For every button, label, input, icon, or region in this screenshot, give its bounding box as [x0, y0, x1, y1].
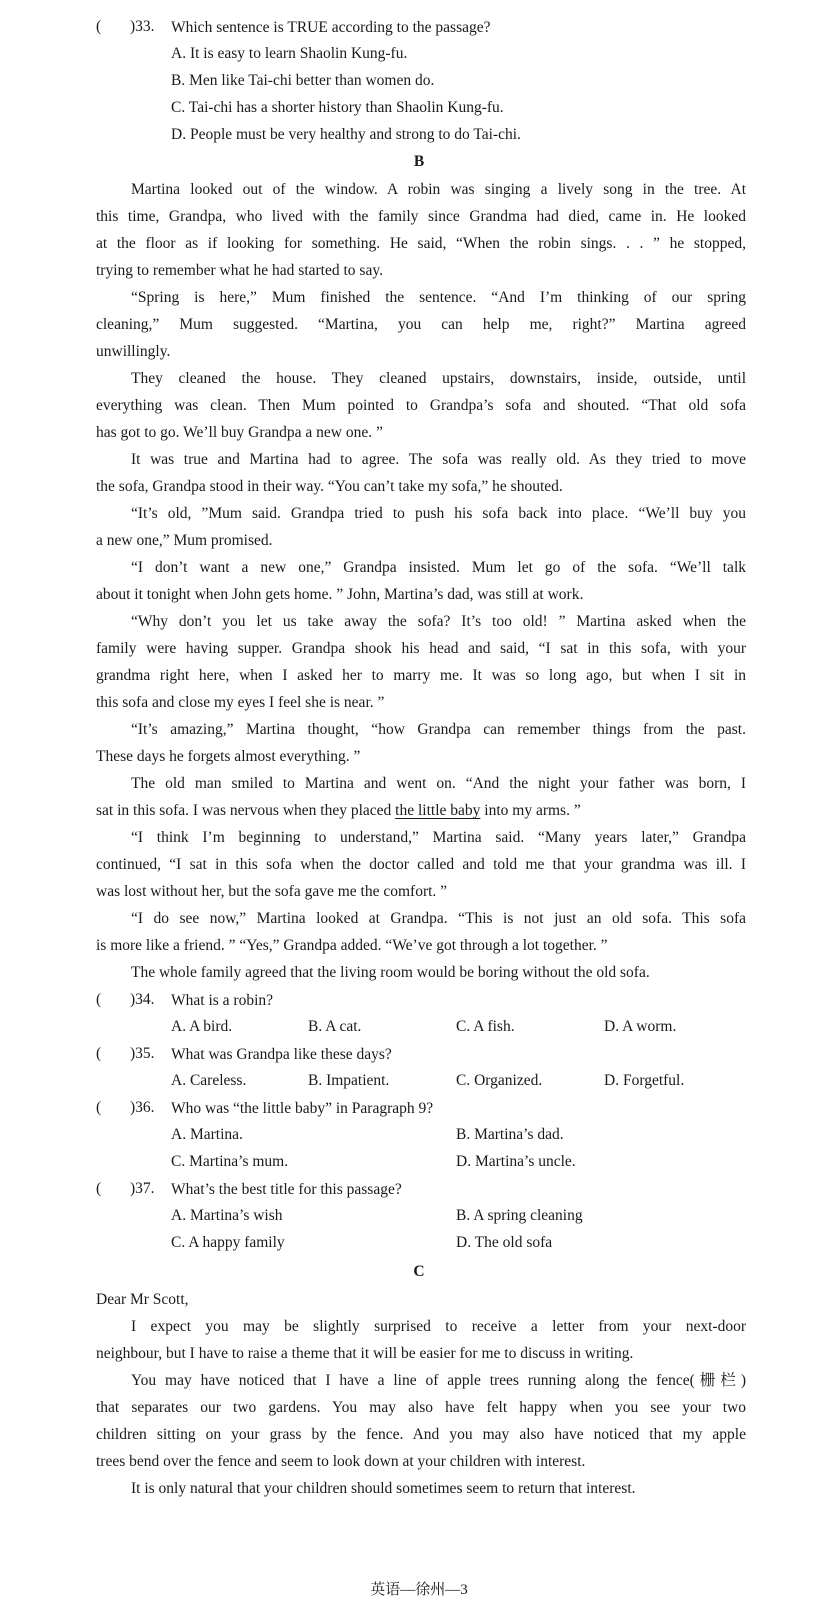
- passage-b-line-28: “I do see now,” Martina looked at Grandpa. “This is not just an old sofa. This sofa: [131, 910, 746, 927]
- passage-b-line-17: “Why don’t you let us take away the sofa? It’s too old! ” Martina asked when the: [131, 613, 746, 630]
- passage-b-line-22: These days he forgets almost everything. ”: [96, 748, 361, 765]
- passage-b-line-5: “Spring is here,” Mum finished the sentence. “And I’m thinking of our spring: [131, 289, 746, 306]
- question-37-option-c: C. A happy family: [171, 1234, 285, 1251]
- answer-bracket-open: (: [96, 1180, 102, 1197]
- question-33-option-c: C. Tai-chi has a shorter history than Shaolin Kung-fu.: [171, 99, 504, 116]
- passage-b-line-11: It was true and Martina had to agree. The sofa was really old. As they tried to move: [131, 451, 746, 468]
- letter-salutation: Dear Mr Scott,: [96, 1291, 189, 1308]
- passage-b-line-23: The old man smiled to Martina and went on. “And the night your father was born, I: [131, 775, 746, 792]
- question-34-option-c: C. A fish.: [456, 1018, 515, 1035]
- question-34-option-a: A. A bird.: [171, 1018, 233, 1035]
- passage-b-line-25: “I think I’m beginning to understand,” Martina said. “Many years later,” Grandpa: [131, 829, 746, 846]
- passage-b-line-14: a new one,” Mum promised.: [96, 532, 273, 549]
- passage-b-line-29: is more like a friend. ” “Yes,” Grandpa added. “We’ve got through a lot together. ”: [96, 937, 608, 954]
- question-35-option-d: D. Forgetful.: [604, 1072, 685, 1089]
- question-34-option-b: B. A cat.: [308, 1018, 362, 1035]
- passage-c-line-4: that separates our two gardens. You may also have felt happy when you see your two: [96, 1399, 746, 1416]
- passage-b-line-6: cleaning,” Mum suggested. “Martina, you can help me, right?” Martina agreed: [96, 316, 746, 333]
- question-34-text: What is a robin?: [171, 992, 274, 1009]
- section-c-heading: C: [413, 1263, 425, 1280]
- passage-c-line-1: I expect you may be slightly surprised to receive a letter from your next-door: [131, 1318, 746, 1335]
- answer-bracket-open: (: [96, 991, 102, 1008]
- question-35-option-c: C. Organized.: [456, 1072, 543, 1089]
- passage-b-line-3: at the floor as if looking for something. He said, “When the robin sings. . . ” he stopped,: [96, 235, 746, 252]
- question-36-text: Who was “the little baby” in Paragraph 9?: [171, 1100, 434, 1117]
- passage-b-line-27: was lost without her, but the sofa gave me the comfort. ”: [96, 883, 448, 900]
- question-34-option-d: D. A worm.: [604, 1018, 677, 1035]
- question-37-option-d: D. The old sofa: [456, 1234, 553, 1251]
- passage-b-line-26: continued, “I sat in this sofa when the doctor called and told me that your grandma was ill. I: [96, 856, 746, 873]
- passage-b-line-7: unwillingly.: [96, 343, 171, 360]
- passage-b-line-24-start: sat in this sofa. I was nervous when they placed: [96, 802, 396, 819]
- question-35-text: What was Grandpa like these days?: [171, 1046, 392, 1063]
- question-33-option-b: B. Men like Tai-chi better than women do.: [171, 72, 435, 89]
- passage-b-line-4: trying to remember what he had started to say.: [96, 262, 383, 279]
- question-34-number: )34.: [130, 991, 155, 1008]
- passage-c-line-7: It is only natural that your children should sometimes seem to return that interest.: [131, 1480, 636, 1497]
- section-b-heading: B: [413, 153, 425, 170]
- passage-b-line-24: [96, 801, 581, 821]
- question-37-text: What’s the best title for this passage?: [171, 1181, 402, 1198]
- passage-b-line-1: Martina looked out of the window. A robin was singing a lively song in the tree. At: [131, 181, 746, 198]
- question-33-text: Which sentence is TRUE according to the passage?: [171, 19, 491, 36]
- question-36-option-a: A. Martina.: [171, 1126, 243, 1143]
- question-37-option-a: A. Martina’s wish: [171, 1207, 283, 1224]
- passage-b-line-12: the sofa, Grandpa stood in their way. “You can’t take my sofa,” he shouted.: [96, 478, 563, 495]
- question-37-number: )37.: [130, 1180, 155, 1197]
- question-37-option-b: B. A spring cleaning: [456, 1207, 583, 1224]
- passage-b-line-21: “It’s amazing,” Martina thought, “how Grandpa can remember things from the past.: [131, 721, 746, 738]
- passage-b-line-18: family were having supper. Grandpa shook his head and said, “I sat in this sofa, with your: [96, 640, 746, 657]
- passage-b-line-16: about it tonight when John gets home. ” John, Martina’s dad, was still at work.: [96, 586, 584, 603]
- answer-bracket-open: (: [96, 1099, 102, 1116]
- question-33-option-a: A. It is easy to learn Shaolin Kung-fu.: [171, 45, 408, 62]
- question-35-option-b: B. Impatient.: [308, 1072, 390, 1089]
- page-footer: 英语—徐州—3: [370, 1582, 468, 1598]
- question-36-option-b: B. Martina’s dad.: [456, 1126, 564, 1143]
- passage-b-line-9: everything was clean. Then Mum pointed to Grandpa’s sofa and shouted. “That old sofa: [96, 397, 746, 414]
- passage-b-line-15: “I don’t want a new one,” Grandpa insisted. Mum let go of the sofa. “We’ll talk: [131, 559, 746, 576]
- passage-c-line-6: trees bend over the fence and seem to look down at your children with interest.: [96, 1453, 586, 1470]
- underlined-phrase-little-baby: the little baby: [395, 802, 481, 819]
- passage-b-line-20: this sofa and close my eyes I feel she is near. ”: [96, 694, 385, 711]
- passage-c-line-2: neighbour, but I have to raise a theme that it will be easier for me to discuss in writing.: [96, 1345, 634, 1362]
- answer-bracket-open: (: [96, 18, 102, 35]
- question-33-number: )33.: [130, 18, 155, 35]
- passage-c-line-5: children sitting on your grass by the fence. And you may also have noticed that my apple: [96, 1426, 746, 1443]
- question-36-number: )36.: [130, 1099, 155, 1116]
- passage-b-line-30: The whole family agreed that the living room would be boring without the old sofa.: [131, 964, 650, 981]
- passage-b-line-13: “It’s old, ”Mum said. Grandpa tried to push his sofa back into place. “We’ll buy you: [131, 505, 746, 522]
- question-36-option-d: D. Martina’s uncle.: [456, 1153, 576, 1170]
- answer-bracket-open: (: [96, 1045, 102, 1062]
- passage-b-line-8: They cleaned the house. They cleaned upstairs, downstairs, inside, outside, until: [131, 370, 746, 387]
- question-33-option-d: D. People must be very healthy and strong to do Tai-chi.: [171, 126, 521, 143]
- passage-b-line-19: grandma right here, when I asked her to marry me. It was so long ago, but when I sit in: [96, 667, 746, 684]
- question-35-option-a: A. Careless.: [171, 1072, 247, 1089]
- passage-b-line-10: has got to go. We’ll buy Grandpa a new one. ”: [96, 424, 383, 441]
- passage-b-line-24-end: into my arms. ”: [480, 802, 581, 819]
- question-36-option-c: C. Martina’s mum.: [171, 1153, 289, 1170]
- passage-b-line-2: this time, Grandpa, who lived with the family since Grandma had died, came in. He looked: [96, 208, 746, 225]
- passage-c-line-3: You may have noticed that I have a line of apple trees running along the fence(栅栏): [131, 1372, 746, 1389]
- question-35-number: )35.: [130, 1045, 155, 1062]
